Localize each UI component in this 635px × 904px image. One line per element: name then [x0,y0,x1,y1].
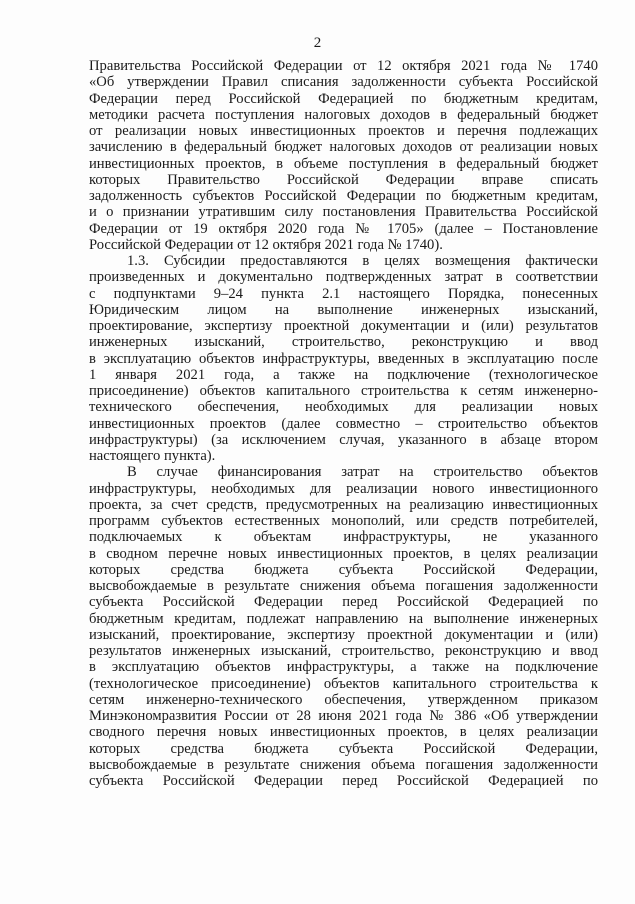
text-line: подключаемых к объектам инфраструктуры, не указанного [89,529,598,546]
page-number: 2 [313,35,322,51]
text-line: Федерации от 19 октября 2020 года № 1705» (далее – Постановление [89,220,598,237]
text-line: сводного перечня новых инвестиционных проектов, в целях реализации [89,724,598,741]
text-line: произведенных и документально подтвержденных затрат в соответствии [89,269,598,286]
text-line: сетям инженерно-технического обеспечения, утвержденном приказом [89,691,598,708]
text-line: инфраструктуры, необходимых для реализации нового инвестиционного [89,480,598,497]
text-line: субъекта Российской Федерации перед Российской Федерацией по [89,594,598,611]
text-line: высвобождаемые в результате снижения объема погашения задолженности [89,756,598,773]
text-line: изысканий, проектирование, экспертизу проектной документации и (или) [89,626,598,643]
text-line: Российской Федерации от 12 октября 2021 года № 1740). [89,236,443,253]
text-line: инфраструктуры) (за исключением случая, указанного в абзаце втором [89,431,598,448]
text-line: технического обеспечения, необходимых для реализации новых [89,399,598,416]
text-line: которых средства бюджета субъекта Российской Федерации, [89,740,598,757]
text-line: которых Правительство Российской Федерации вправе списать [89,171,598,188]
text-line: проектирование, экспертизу проектной документации и (или) результатов [89,318,598,334]
text-line: В случае финансирования затрат на строительство объектов [127,464,598,481]
text-line: настоящего пункта). [89,448,216,464]
text-line: (технологическое присоединение) объектов капитального строительства к [89,675,598,692]
text-line: Правительства Российской Федерации от 12 октября 2021 года № 1740 [89,58,598,74]
text-line: субъекта Российской Федерации перед Российской Федерацией по [89,773,598,789]
text-line: методики расчета поступления налоговых доходов в федеральный бюджет [89,106,598,123]
text-line: присоединение) объектов капитального строительства к сетям инженерно- [89,383,598,399]
text-line: в сводном перечне новых инвестиционных проектов, в целях реализации [89,545,598,562]
text-line: Федерации перед Российской Федерацией по бюджетным кредитам, [89,90,598,107]
text-line: «Об утверждении Правил списания задолженности субъекта Российской [89,74,598,91]
text-line: Минэкономразвития России от 28 июня 2021 года № 386 «Об утверждении [89,708,598,724]
document-body [89,58,598,789]
text-line: инженерных изысканий, строительство, реконструкцию и ввод [89,334,598,351]
text-line: от реализации новых инвестиционных проектов и перечня подлежащих [89,123,598,139]
text-line: задолженность субъектов Российской Федерации по бюджетным кредитам, [89,188,598,204]
text-line: в эксплуатацию объектов инфраструктуры, а также на подключение [89,659,598,676]
text-line: инвестиционных проектов, в объеме поступления в федеральный бюджет [89,155,598,172]
text-line: с подпунктами 9–24 пункта 2.1 настоящего Порядка, понесенных [89,285,598,302]
text-line: бюджетным кредитам, подлежат направлению на выполнение инженерных [89,610,598,627]
text-line: в эксплуатацию объектов инфраструктуры, введенных в эксплуатацию после [89,350,598,367]
text-line: зачислению в федеральный бюджет налоговых доходов от реализации новых [89,139,598,156]
text-line: программ субъектов естественных монополий, или средств потребителей, [89,513,598,529]
text-line: 1.3. Субсидии предоставляются в целях возмещения фактически [127,253,598,269]
text-line: результатов инженерных изысканий, строительство, реконструкцию и ввод [89,643,598,659]
text-line: 1 января 2021 года, а также на подключение (технологическое [89,366,598,383]
text-line: проекта, за счет средств, предусмотренных на реализацию инвестиционных [89,496,598,513]
text-line: Юридическим лицом на выполнение инженерных изысканий, [89,301,598,318]
text-line: инвестиционных проектов (далее совместно – строительство объектов [89,415,598,432]
text-line: которых средства бюджета субъекта Российской Федерации, [89,561,598,578]
text-line: и о признании утратившим силу постановления Правительства Российской [89,204,598,221]
text-line: высвобождаемые в результате снижения объема погашения задолженности [89,578,598,594]
